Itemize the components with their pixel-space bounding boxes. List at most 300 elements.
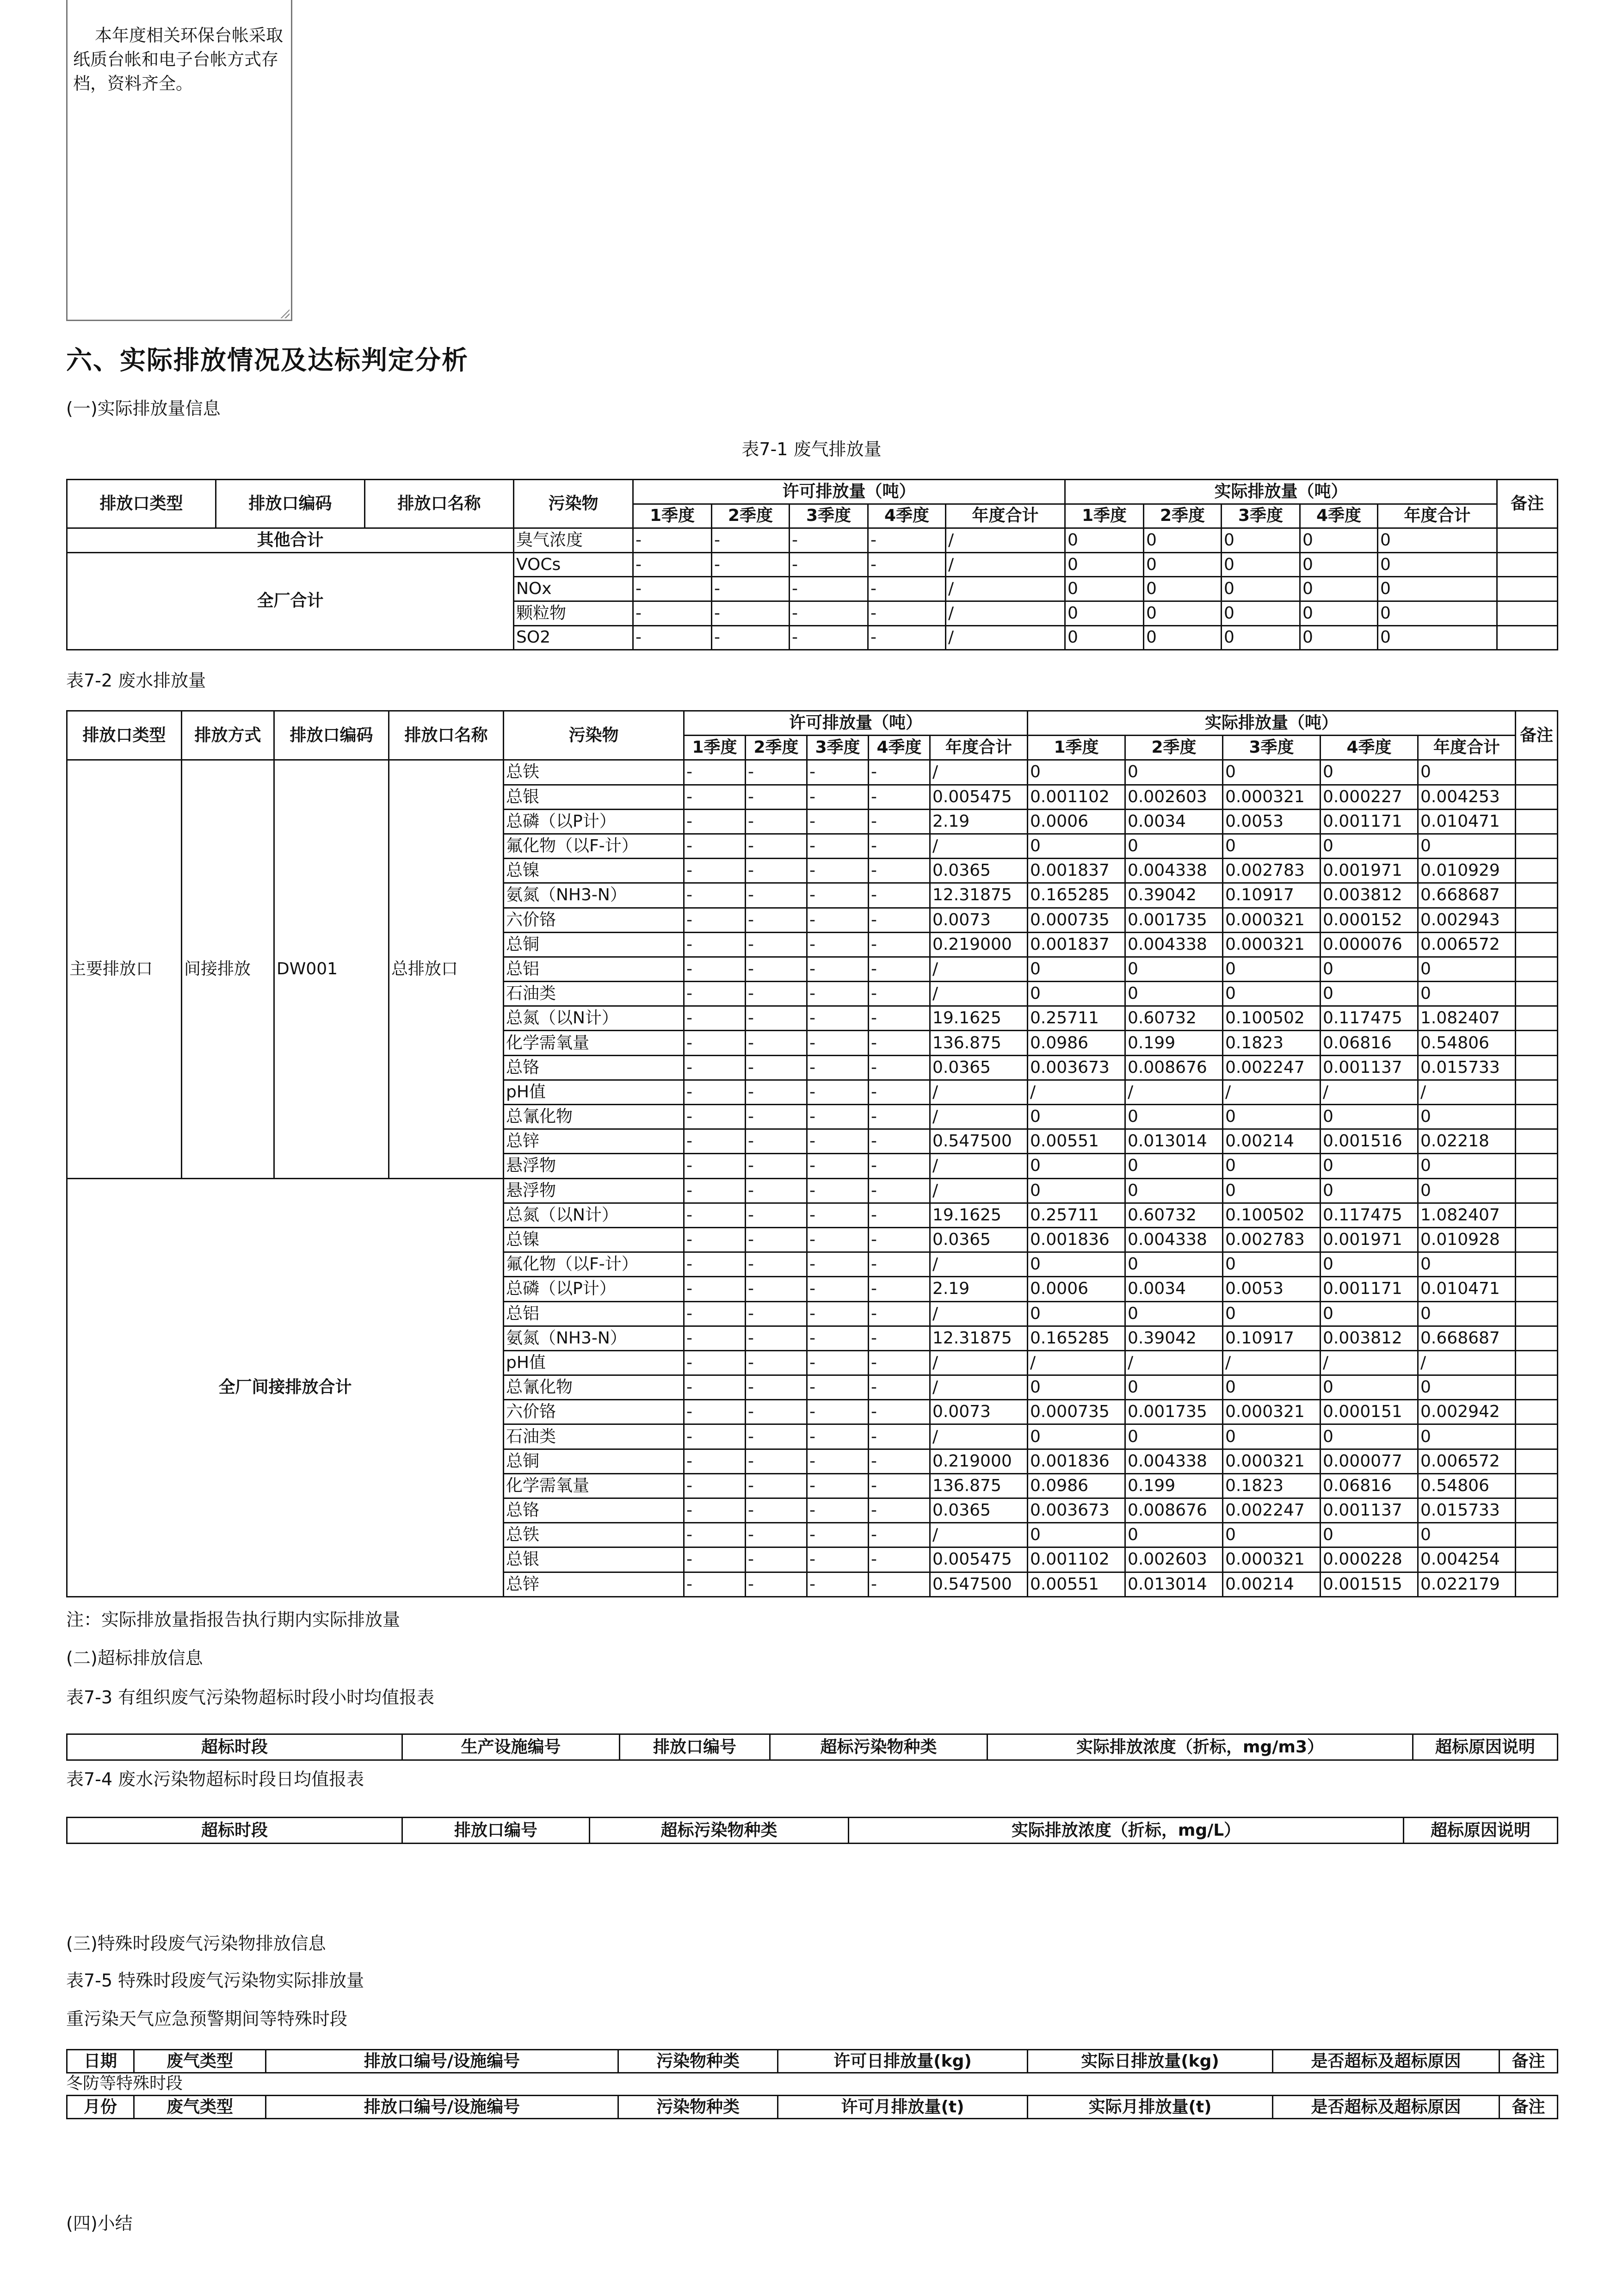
actual-q3-cell: 0 — [1222, 601, 1300, 625]
actual-q1-cell: 0.0006 — [1028, 1277, 1125, 1301]
pollutant-cell: 化学需氧量 — [504, 1031, 684, 1055]
actual-q3-cell: 0 — [1223, 1301, 1321, 1326]
permit-q3-cell: - — [807, 785, 869, 809]
permit-q1-cell: - — [684, 1400, 746, 1424]
actual-q1-cell: 0 — [1028, 760, 1125, 785]
actual-q3-cell: 0 — [1222, 625, 1300, 650]
group-plant-indirect-total: 全厂间接排放合计 — [67, 1178, 504, 1597]
permit-q2-cell: - — [746, 1547, 807, 1572]
actual-q1-cell: 0.165285 — [1028, 883, 1125, 908]
permit-q2-cell: - — [746, 883, 807, 908]
ledger-note-text: 本年度相关环保台帐采取纸质台帐和电子台帐方式存档，资料齐全。 — [73, 25, 284, 93]
subsection-exceedance: (二)超标排放信息 — [66, 1648, 203, 1668]
actual-total-cell: 0 — [1418, 1523, 1516, 1547]
pollutant-cell: NOx — [514, 577, 633, 601]
actual-q4-cell: 0.001171 — [1321, 1277, 1418, 1301]
permit-q1-cell: - — [684, 932, 746, 957]
actual-q2-cell: 0.004338 — [1125, 1449, 1223, 1473]
pollutant-cell: 颗粒物 — [514, 601, 633, 625]
actual-q2-cell: 0 — [1125, 760, 1223, 785]
permit-q2-cell: - — [746, 760, 807, 785]
actual-q2-cell: 0.60732 — [1125, 1006, 1223, 1031]
actual-q4-cell: 0 — [1321, 834, 1418, 858]
permit-q4-cell: - — [869, 834, 930, 858]
pollutant-cell: 总铜 — [504, 1449, 684, 1473]
column-header: 污染物种类 — [618, 2096, 778, 2119]
actual-q1-cell: 0 — [1028, 957, 1125, 981]
permit-total-cell: / — [930, 1105, 1028, 1129]
actual-q1-cell: 0 — [1028, 1375, 1125, 1400]
remark-cell — [1516, 834, 1558, 858]
header-annual-total: 年度合计 — [1418, 736, 1516, 760]
header-actual-emission: 实际排放量（吨） — [1028, 711, 1516, 736]
permit-q3-cell: - — [807, 1129, 869, 1154]
permit-total-cell: / — [930, 1350, 1028, 1375]
permit-q3-cell: - — [790, 552, 868, 577]
actual-q3-cell: 0 — [1223, 1424, 1321, 1449]
remark-cell — [1516, 1031, 1558, 1055]
table-header-row — [67, 1818, 1558, 1844]
actual-total-cell: 0 — [1418, 1252, 1516, 1277]
resize-grip-icon[interactable] — [279, 308, 290, 318]
actual-q4-cell: 0 — [1321, 1523, 1418, 1547]
permit-q4-cell: - — [869, 809, 930, 834]
pollutant-cell: 总锌 — [504, 1572, 684, 1597]
permit-q3-cell: - — [790, 528, 868, 553]
actual-q2-cell: 0 — [1125, 834, 1223, 858]
permit-q2-cell: - — [746, 1375, 807, 1400]
header-q2: 2季度 — [746, 736, 807, 760]
actual-q3-cell: 0.1823 — [1223, 1031, 1321, 1055]
actual-q1-cell: / — [1028, 1350, 1125, 1375]
table-7-1-caption: 表7-1 废气排放量 — [741, 439, 882, 459]
section-title: 六、实际排放情况及达标判定分析 — [66, 346, 469, 376]
pollutant-cell: 总铝 — [504, 1301, 684, 1326]
table-7-5-caption: 表7-5 特殊时段废气污染物实际排放量 — [66, 1970, 364, 1991]
remark-cell — [1516, 809, 1558, 834]
pollutant-cell: SO2 — [514, 625, 633, 650]
permit-q4-cell: - — [869, 883, 930, 908]
actual-total-cell: / — [1418, 1080, 1516, 1104]
column-header: 超标时段 — [67, 1734, 402, 1760]
actual-q4-cell: 0 — [1321, 1154, 1418, 1178]
actual-q1-cell: 0.001836 — [1028, 1449, 1125, 1473]
actual-q3-cell: 0.002247 — [1223, 1498, 1321, 1523]
actual-q4-cell: 0.000228 — [1321, 1547, 1418, 1572]
actual-q4-cell: 0.001171 — [1321, 809, 1418, 834]
column-header: 日期 — [67, 2050, 134, 2073]
permit-total-cell: 0.219000 — [930, 932, 1028, 957]
table-7-4-caption: 表7-4 废水污染物超标时段日均值报表 — [66, 1769, 364, 1789]
header-permitted-emission: 许可排放量（吨） — [633, 480, 1065, 504]
permit-q1-cell: - — [684, 908, 746, 932]
permit-q2-cell: - — [746, 1055, 807, 1080]
permit-total-cell: 0.0073 — [930, 908, 1028, 932]
pollutant-cell: 石油类 — [504, 1424, 684, 1449]
actual-q2-cell: 0.0034 — [1125, 1277, 1223, 1301]
pollutant-cell: 六价铬 — [504, 1400, 684, 1424]
actual-q2-cell: 0 — [1125, 1424, 1223, 1449]
actual-q4-cell: 0 — [1321, 957, 1418, 981]
actual-q1-cell: 0 — [1065, 601, 1144, 625]
permit-q3-cell: - — [807, 1006, 869, 1031]
permit-q4-cell: - — [868, 601, 946, 625]
permit-q4-cell: - — [869, 1080, 930, 1104]
column-header: 超标原因说明 — [1413, 1734, 1558, 1760]
actual-q3-cell: 0 — [1223, 760, 1321, 785]
actual-q1-cell: 0.001837 — [1028, 932, 1125, 957]
permit-q4-cell: - — [869, 859, 930, 883]
actual-total-cell: 1.082407 — [1418, 1203, 1516, 1227]
permit-total-cell: 0.0365 — [930, 1498, 1028, 1523]
remark-cell — [1516, 1006, 1558, 1031]
header-outlet-name: 排放口名称 — [389, 711, 504, 760]
table-row — [67, 1178, 1558, 1203]
remark-cell — [1516, 1129, 1558, 1154]
remark-cell — [1516, 1203, 1558, 1227]
pollutant-cell: 氟化物（以F-计） — [504, 834, 684, 858]
column-header: 许可月排放量(t) — [778, 2096, 1028, 2119]
pollutant-cell: 总氰化物 — [504, 1375, 684, 1400]
actual-q3-cell: 0.000321 — [1223, 785, 1321, 809]
permit-q1-cell: - — [684, 1006, 746, 1031]
permit-total-cell: 0.0073 — [930, 1400, 1028, 1424]
remark-cell — [1516, 883, 1558, 908]
actual-q4-cell: 0 — [1321, 982, 1418, 1006]
actual-q2-cell: 0.001735 — [1125, 1400, 1223, 1424]
actual-q2-cell: 0.013014 — [1125, 1572, 1223, 1597]
table-7-5-heavy-pollution — [66, 2049, 1558, 2073]
actual-total-cell: 0 — [1418, 1375, 1516, 1400]
actual-q3-cell: 0 — [1223, 957, 1321, 981]
permit-q1-cell: - — [684, 1203, 746, 1227]
header-remark: 备注 — [1497, 480, 1558, 528]
actual-q2-cell: 0.002603 — [1125, 1547, 1223, 1572]
actual-q4-cell: 0 — [1300, 528, 1378, 553]
permit-q3-cell: - — [807, 1523, 869, 1547]
permit-q1-cell: - — [633, 625, 712, 650]
remark-cell — [1516, 932, 1558, 957]
permit-q3-cell: - — [807, 1277, 869, 1301]
remark-cell — [1516, 1277, 1558, 1301]
permit-q2-cell: - — [746, 1301, 807, 1326]
header-q4: 4季度 — [868, 504, 946, 528]
permit-q4-cell: - — [869, 1055, 930, 1080]
permit-total-cell: / — [946, 577, 1065, 601]
permit-q3-cell: - — [807, 760, 869, 785]
actual-q1-cell: 0 — [1065, 625, 1144, 650]
table-7-4-water-exceedance — [66, 1817, 1558, 1844]
permit-q2-cell: - — [746, 1473, 807, 1498]
permit-q1-cell: - — [684, 1547, 746, 1572]
permit-q4-cell: - — [869, 1277, 930, 1301]
actual-q1-cell: 0 — [1065, 577, 1144, 601]
actual-total-cell: 0 — [1418, 1154, 1516, 1178]
actual-q4-cell: 0 — [1300, 601, 1378, 625]
actual-q3-cell: 0.000321 — [1223, 1400, 1321, 1424]
actual-q1-cell: 0.003673 — [1028, 1498, 1125, 1523]
actual-total-cell: 0.010471 — [1418, 1277, 1516, 1301]
actual-q1-cell: 0 — [1028, 1523, 1125, 1547]
permit-q1-cell: - — [633, 577, 712, 601]
actual-q3-cell: 0.1823 — [1223, 1473, 1321, 1498]
permit-total-cell: 0.005475 — [930, 1547, 1028, 1572]
outlet-name-cell: 总排放口 — [389, 760, 504, 1178]
discharge-method-cell: 间接排放 — [182, 760, 274, 1178]
permit-q1-cell: - — [684, 1473, 746, 1498]
permit-total-cell: 19.1625 — [930, 1203, 1028, 1227]
actual-q2-cell: 0 — [1125, 1375, 1223, 1400]
actual-q3-cell: / — [1223, 1080, 1321, 1104]
permit-q3-cell: - — [807, 1326, 869, 1350]
permit-q3-cell: - — [807, 1080, 869, 1104]
actual-total-cell: 0 — [1378, 552, 1497, 577]
permit-q3-cell: - — [807, 859, 869, 883]
column-header: 实际月排放量(t) — [1028, 2096, 1273, 2119]
actual-total-cell: 0.004253 — [1418, 785, 1516, 809]
actual-q1-cell: 0 — [1028, 1424, 1125, 1449]
permit-q4-cell: - — [869, 1449, 930, 1473]
actual-q2-cell: 0 — [1144, 625, 1222, 650]
actual-q4-cell: 0 — [1300, 577, 1378, 601]
header-q3: 3季度 — [1223, 736, 1321, 760]
actual-total-cell: 0.015733 — [1418, 1055, 1516, 1080]
actual-q3-cell: 0.000321 — [1223, 1449, 1321, 1473]
pollutant-cell: 臭气浓度 — [514, 528, 633, 553]
permit-q4-cell: - — [869, 1326, 930, 1350]
header-annual-total: 年度合计 — [946, 504, 1065, 528]
permit-total-cell: / — [930, 982, 1028, 1006]
actual-q4-cell: 0 — [1321, 1375, 1418, 1400]
actual-q1-cell: 0.001102 — [1028, 785, 1125, 809]
remark-cell — [1516, 1326, 1558, 1350]
actual-q2-cell: 0.008676 — [1125, 1498, 1223, 1523]
actual-total-cell: 0.006572 — [1418, 932, 1516, 957]
actual-q4-cell: 0.117475 — [1321, 1006, 1418, 1031]
permit-q2-cell: - — [746, 1154, 807, 1178]
column-header: 实际排放浓度（折标，mg/m3） — [987, 1734, 1413, 1760]
actual-q2-cell: 0 — [1125, 1523, 1223, 1547]
actual-emission-footnote: 注：实际排放量指报告执行期内实际排放量 — [66, 1609, 401, 1630]
actual-q2-cell: 0.0034 — [1125, 809, 1223, 834]
permit-total-cell: 2.19 — [930, 1277, 1028, 1301]
actual-q1-cell: 0 — [1028, 982, 1125, 1006]
actual-total-cell: 0.015733 — [1418, 1498, 1516, 1523]
remark-cell — [1516, 1375, 1558, 1400]
actual-q1-cell: 0 — [1028, 1252, 1125, 1277]
column-header: 排放口编号 — [402, 1818, 590, 1844]
permit-q1-cell: - — [684, 834, 746, 858]
permit-total-cell: / — [930, 1080, 1028, 1104]
remark-cell — [1516, 1449, 1558, 1473]
actual-total-cell: 0 — [1378, 528, 1497, 553]
actual-q1-cell: 0.000735 — [1028, 1400, 1125, 1424]
actual-q3-cell: 0.000321 — [1223, 1547, 1321, 1572]
permit-q4-cell: - — [869, 908, 930, 932]
permit-total-cell: 0.0365 — [930, 859, 1028, 883]
permit-q4-cell: - — [869, 1424, 930, 1449]
actual-q4-cell: 0.001137 — [1321, 1055, 1418, 1080]
pollutant-cell: 总铬 — [504, 1498, 684, 1523]
actual-q2-cell: 0.002603 — [1125, 785, 1223, 809]
actual-q4-cell: 0.000152 — [1321, 908, 1418, 932]
outlet-code-cell: DW001 — [274, 760, 389, 1178]
actual-q2-cell: 0.39042 — [1125, 1326, 1223, 1350]
permit-q4-cell: - — [869, 1154, 930, 1178]
actual-q3-cell: 0.10917 — [1223, 883, 1321, 908]
actual-q1-cell: 0.00551 — [1028, 1572, 1125, 1597]
permit-q2-cell: - — [746, 1326, 807, 1350]
permit-q2-cell: - — [746, 1277, 807, 1301]
permit-q2-cell: - — [746, 859, 807, 883]
pollutant-cell: 总氮（以N计） — [504, 1006, 684, 1031]
actual-q3-cell: 0.00214 — [1223, 1572, 1321, 1597]
permit-q3-cell: - — [807, 1203, 869, 1227]
actual-total-cell: 0 — [1418, 982, 1516, 1006]
permit-total-cell: 12.31875 — [930, 883, 1028, 908]
actual-q3-cell: / — [1223, 1350, 1321, 1375]
permit-q3-cell: - — [790, 625, 868, 650]
pollutant-cell: 总铬 — [504, 1055, 684, 1080]
permit-q4-cell: - — [869, 1031, 930, 1055]
permit-q1-cell: - — [684, 859, 746, 883]
permit-q1-cell: - — [633, 528, 712, 553]
permit-q4-cell: - — [869, 1473, 930, 1498]
permit-q3-cell: - — [807, 1572, 869, 1597]
actual-q3-cell: 0 — [1223, 1154, 1321, 1178]
permit-q2-cell: - — [746, 957, 807, 981]
remark-cell — [1516, 957, 1558, 981]
actual-q1-cell: 0.001836 — [1028, 1227, 1125, 1252]
subsection-actual-emissions: (一)实际排放量信息 — [66, 398, 221, 419]
actual-q1-cell: 0 — [1028, 834, 1125, 858]
pollutant-cell: VOCs — [514, 552, 633, 577]
permit-q2-cell: - — [746, 834, 807, 858]
actual-total-cell: 0 — [1418, 957, 1516, 981]
header-q2: 2季度 — [1125, 736, 1223, 760]
actual-q2-cell: 0.001735 — [1125, 908, 1223, 932]
permit-q4-cell: - — [868, 528, 946, 553]
column-header: 月份 — [67, 2096, 134, 2119]
column-header: 超标污染物种类 — [590, 1818, 849, 1844]
permit-q3-cell: - — [807, 1227, 869, 1252]
permit-q4-cell: - — [869, 1523, 930, 1547]
permit-q3-cell: - — [807, 1424, 869, 1449]
actual-q3-cell: 0.002783 — [1223, 1227, 1321, 1252]
actual-q3-cell: 0.0053 — [1223, 1277, 1321, 1301]
permit-q1-cell: - — [684, 1350, 746, 1375]
permit-q3-cell: - — [807, 908, 869, 932]
actual-q2-cell: 0.004338 — [1125, 1227, 1223, 1252]
permit-total-cell: 136.875 — [930, 1473, 1028, 1498]
permit-total-cell: / — [946, 528, 1065, 553]
remark-cell — [1516, 1424, 1558, 1449]
permit-total-cell: 0.219000 — [930, 1449, 1028, 1473]
permit-q3-cell: - — [807, 1252, 869, 1277]
header-q1: 1季度 — [1028, 736, 1125, 760]
actual-q1-cell: 0.0986 — [1028, 1031, 1125, 1055]
permit-q3-cell: - — [807, 957, 869, 981]
permit-total-cell: 0.547500 — [930, 1129, 1028, 1154]
table-header-row — [67, 2096, 1558, 2119]
pollutant-cell: 总银 — [504, 1547, 684, 1572]
remark-cell — [1497, 625, 1558, 650]
permit-q1-cell: - — [684, 1129, 746, 1154]
permit-q4-cell: - — [869, 1350, 930, 1375]
header-q2: 2季度 — [712, 504, 790, 528]
permit-q2-cell: - — [746, 1203, 807, 1227]
actual-total-cell: 0.54806 — [1418, 1031, 1516, 1055]
group-plant-total: 全厂合计 — [67, 552, 514, 650]
actual-q3-cell: 0 — [1223, 1178, 1321, 1203]
outlet-type-cell: 主要排放口 — [67, 760, 182, 1178]
permit-q2-cell: - — [746, 1129, 807, 1154]
actual-total-cell: 0.668687 — [1418, 883, 1516, 908]
actual-q2-cell: / — [1125, 1350, 1223, 1375]
actual-q2-cell: 0 — [1125, 1178, 1223, 1203]
permit-q2-cell: - — [746, 982, 807, 1006]
actual-q2-cell: 0 — [1125, 957, 1223, 981]
permit-total-cell: / — [930, 760, 1028, 785]
actual-q1-cell: 0.003673 — [1028, 1055, 1125, 1080]
column-header: 许可日排放量(kg) — [778, 2050, 1028, 2073]
special-period-label-b: 冬防等特殊时段 — [66, 2074, 183, 2093]
permit-q3-cell: - — [807, 1178, 869, 1203]
remark-cell — [1516, 1178, 1558, 1203]
actual-q1-cell: 0 — [1065, 528, 1144, 553]
header-q1: 1季度 — [633, 504, 712, 528]
actual-q2-cell: 0 — [1144, 528, 1222, 553]
table-7-2-caption: 表7-2 废水排放量 — [66, 670, 206, 691]
actual-q2-cell: 0 — [1125, 1154, 1223, 1178]
actual-q3-cell: 0 — [1223, 982, 1321, 1006]
permit-q1-cell: - — [684, 1326, 746, 1350]
actual-total-cell: 0 — [1378, 601, 1497, 625]
permit-q4-cell: - — [869, 1252, 930, 1277]
permit-total-cell: 0.005475 — [930, 785, 1028, 809]
column-header: 排放口编号/设施编号 — [266, 2096, 618, 2119]
actual-q3-cell: 0.100502 — [1223, 1006, 1321, 1031]
permit-q4-cell: - — [869, 1301, 930, 1326]
actual-q2-cell: 0 — [1125, 1252, 1223, 1277]
permit-q3-cell: - — [807, 1105, 869, 1129]
permit-q2-cell: - — [746, 785, 807, 809]
column-header: 废气类型 — [134, 2050, 266, 2073]
pollutant-cell: 总磷（以P计） — [504, 809, 684, 834]
actual-q3-cell: 0.10917 — [1223, 1326, 1321, 1350]
header-outlet-code: 排放口编码 — [274, 711, 389, 760]
remark-cell — [1516, 1252, 1558, 1277]
actual-total-cell: 0.004254 — [1418, 1547, 1516, 1572]
actual-q4-cell: 0.003812 — [1321, 883, 1418, 908]
actual-q3-cell: 0 — [1223, 834, 1321, 858]
actual-q4-cell: 0.001971 — [1321, 859, 1418, 883]
actual-q1-cell: 0 — [1028, 1178, 1125, 1203]
permit-q4-cell: - — [869, 1375, 930, 1400]
actual-q1-cell: 0.00551 — [1028, 1129, 1125, 1154]
actual-q3-cell: 0.000321 — [1223, 932, 1321, 957]
header-q4: 4季度 — [1300, 504, 1378, 528]
ledger-note-textarea[interactable] — [66, 0, 292, 321]
permit-q1-cell: - — [684, 1154, 746, 1178]
actual-total-cell: 1.082407 — [1418, 1006, 1516, 1031]
permit-q1-cell: - — [684, 1080, 746, 1104]
permit-q3-cell: - — [807, 1449, 869, 1473]
actual-total-cell: 0 — [1378, 625, 1497, 650]
permit-q1-cell: - — [684, 957, 746, 981]
permit-q4-cell: - — [869, 1006, 930, 1031]
actual-q4-cell: 0.000227 — [1321, 785, 1418, 809]
